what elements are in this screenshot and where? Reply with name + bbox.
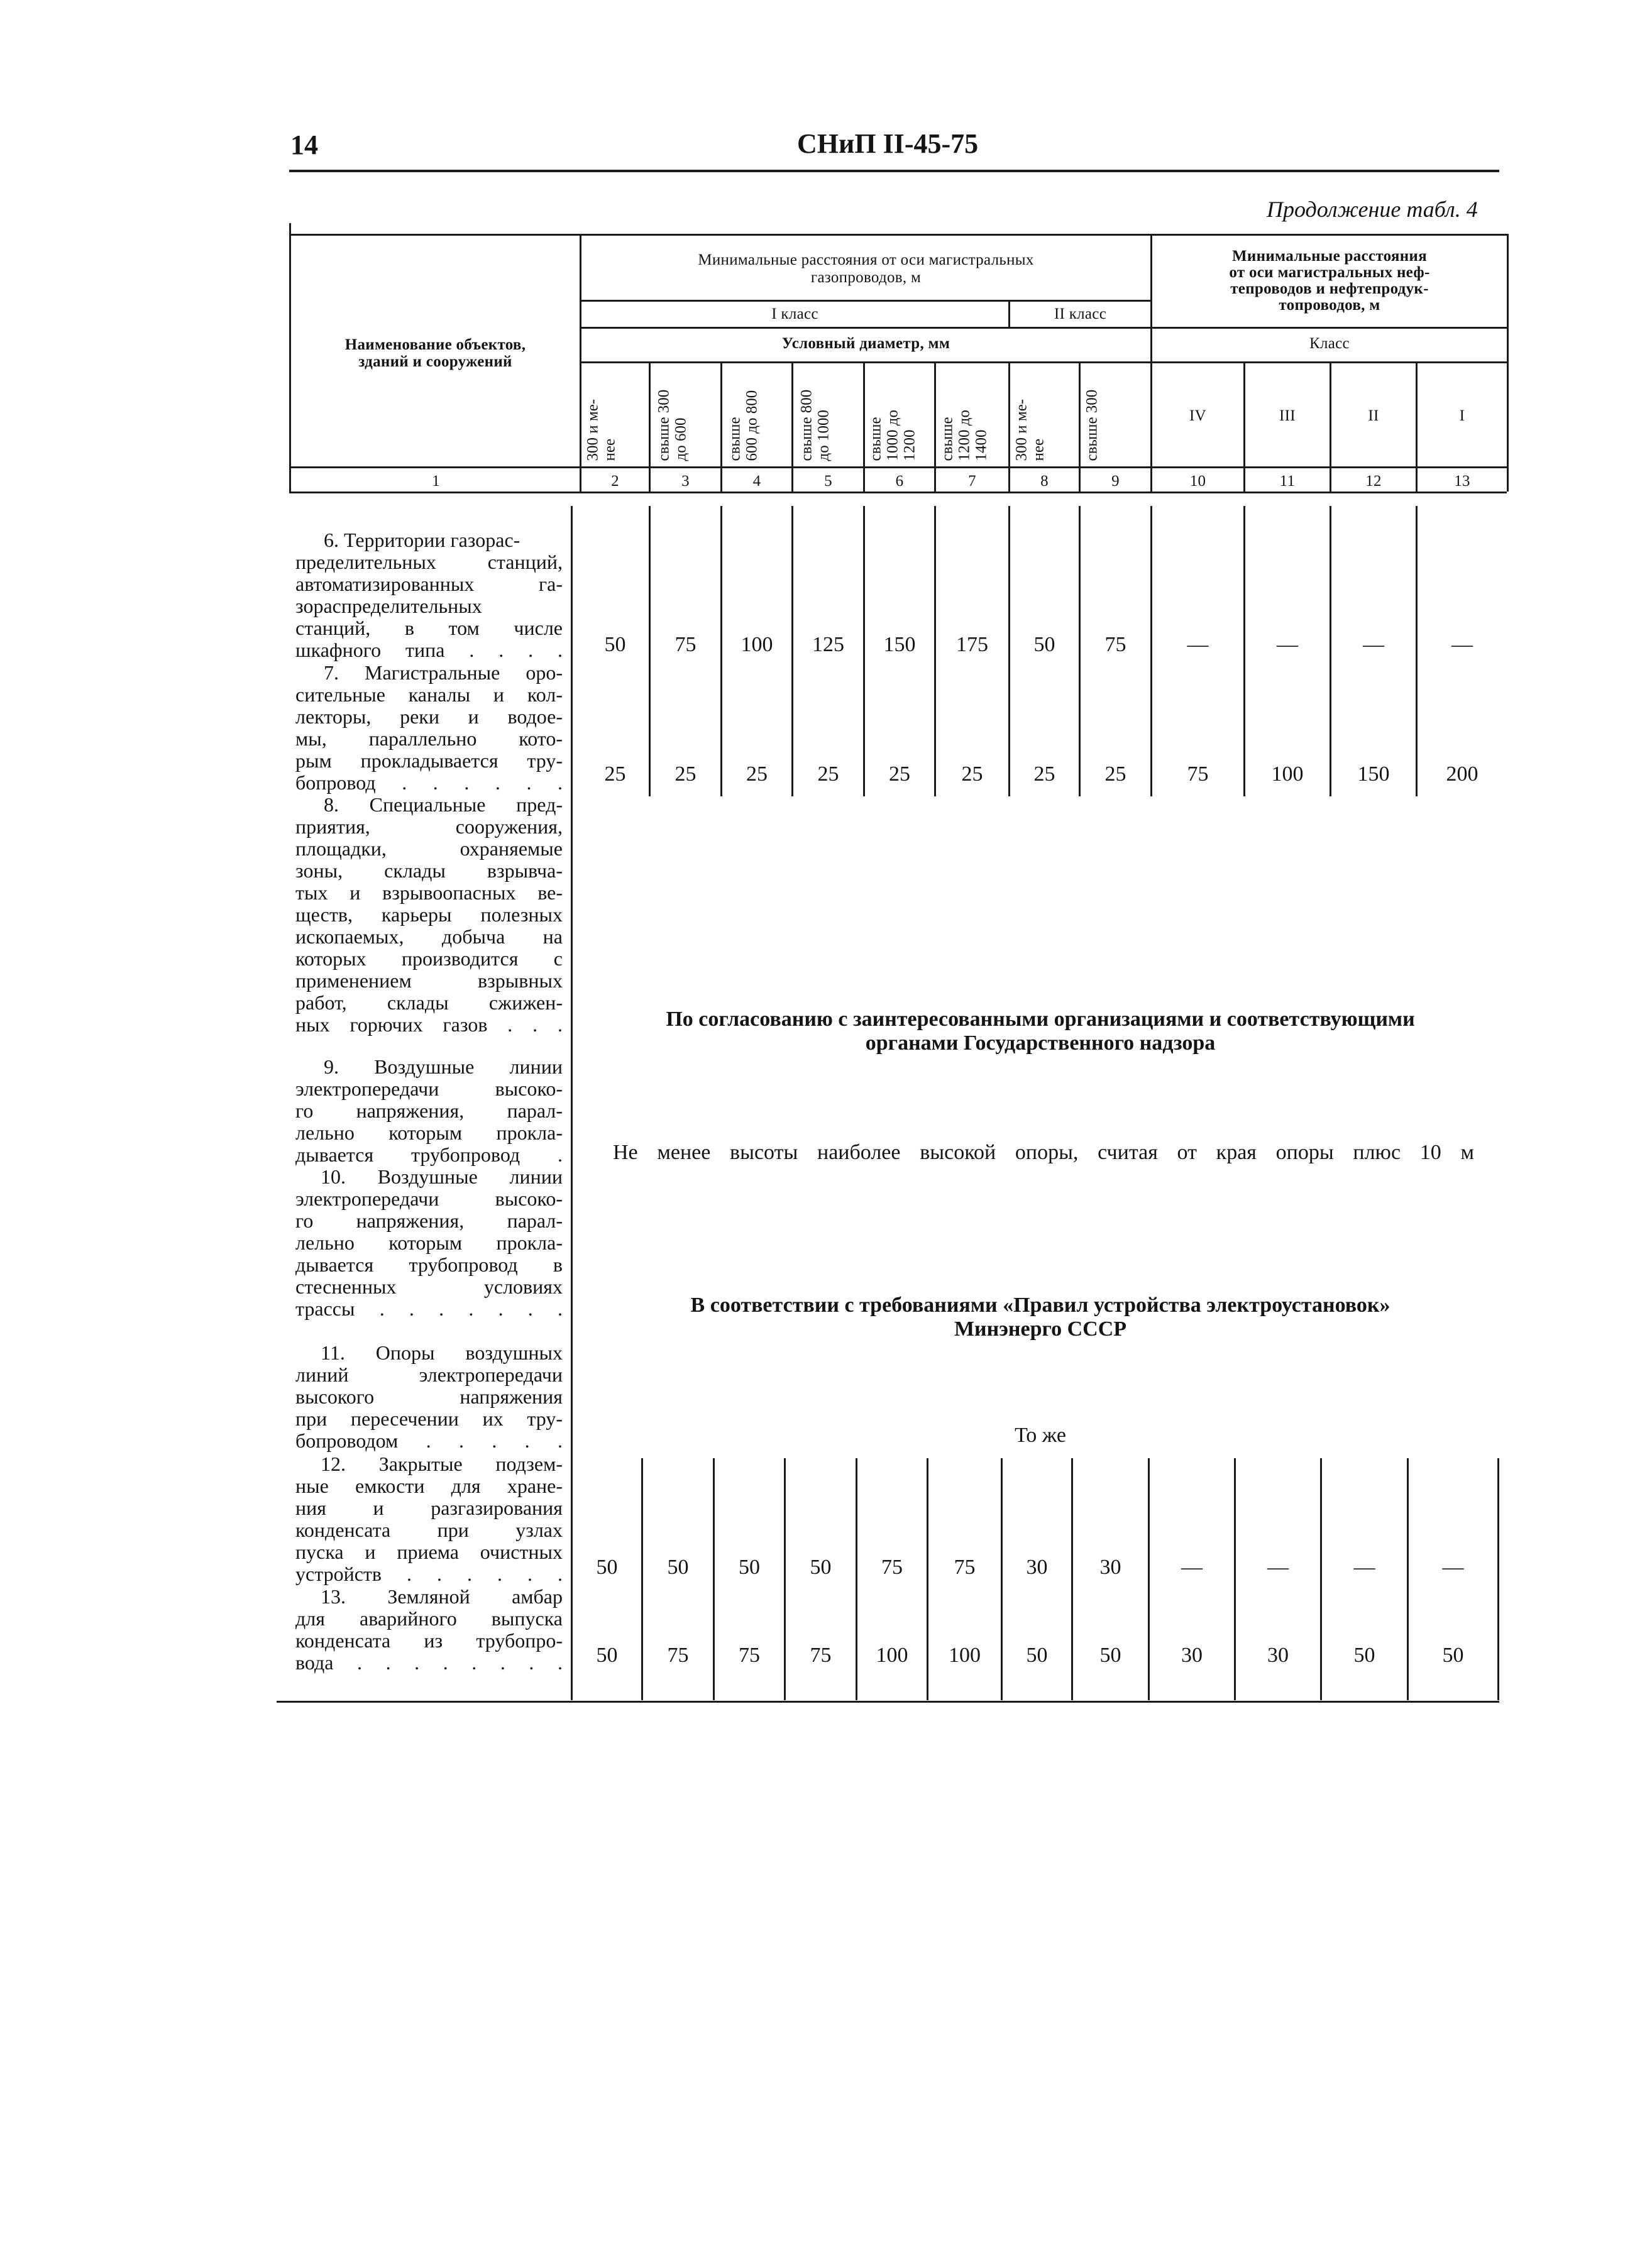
cell: 75 [1187, 762, 1209, 786]
cell: 25 [817, 762, 839, 786]
table-left-edge [289, 223, 291, 493]
row-13-name: 13. Земляной амбар для аварийного выпуска конденсата из трубопро- вода . . . . . . . . [295, 1585, 563, 1674]
cell: 25 [746, 762, 768, 786]
row-9-note: Не менее высоты наиболее высокой опоры, считая от края опоры плюс 10 м [613, 1141, 1474, 1164]
oil-class-iv: IV [1189, 407, 1206, 424]
diam-col-2: 300 и ме- нее [584, 398, 619, 461]
cell: 50 [739, 1556, 760, 1579]
continuation-label: Продолжение табл. 4 [1267, 197, 1478, 222]
cell: 75 [810, 1644, 832, 1667]
cell: 50 [1033, 633, 1055, 656]
cell: 25 [1033, 762, 1055, 786]
hdr-line-4 [290, 466, 1507, 468]
row-7-name: 7. Магистральные оро- сительные каналы и кол- лекторы, реки и водое- мы, параллельно кото- рым прокладывается тру- бопровод . . . . . . [295, 661, 563, 794]
cell: — [1451, 633, 1473, 656]
col-num: 2 [611, 473, 619, 490]
cell: — [1181, 1556, 1203, 1579]
cell: 175 [956, 633, 988, 656]
cell: 25 [604, 762, 626, 786]
col1-header: Наименование объектов, зданий и сооружений [344, 336, 526, 370]
col-num: 12 [1365, 473, 1382, 490]
cell: 75 [881, 1556, 903, 1579]
cell: 75 [739, 1644, 760, 1667]
cell: 200 [1446, 762, 1479, 786]
cell: 50 [667, 1556, 689, 1579]
body-col1-border [571, 506, 573, 1700]
cell: 75 [954, 1556, 976, 1579]
cell: — [1187, 633, 1209, 656]
col-num: 13 [1454, 473, 1470, 490]
diam-col-3: свыше 300 до 600 [655, 389, 690, 461]
row-12-name: 12. Закрытые подзем- ные емкости для хране- ния и разгазирования конденсата при узлах пуска и приема очистных устройств . . . . . . [295, 1453, 563, 1585]
oil-header: Минимальные расстояния от оси магистральных неф- тепроводов и нефтепродук- топроводов, м [1229, 248, 1430, 314]
table-bottom-border [277, 1701, 1499, 1703]
col-num: 5 [824, 473, 832, 490]
diameter-header: Условный диаметр, мм [781, 335, 950, 352]
col-num: 7 [968, 473, 976, 490]
diam-col-8: 300 и ме- нее [1013, 398, 1047, 461]
hdr-line-1 [581, 300, 1150, 302]
row-8-name: 8. Специальные пред- приятия, сооружения, площадки, охраняемые зоны, склады взрывча- тых и взрывоопасных ве- ществ, карьеры полезных ископаемых, добыча на которых производится с применением взрывных работ, склады сжижен- ных горючих газов . . . [295, 793, 563, 1036]
cell: — [1277, 633, 1298, 656]
cell: 25 [889, 762, 910, 786]
col-num: 1 [432, 473, 440, 490]
col-num: 6 [895, 473, 904, 490]
body-sep [1497, 1458, 1499, 1700]
diam-col-6: свыше 1000 до 1200 [867, 410, 918, 461]
cell: 30 [1026, 1556, 1048, 1579]
cell: 100 [741, 633, 773, 656]
class-header: Класс [1309, 335, 1350, 352]
cell: — [1363, 633, 1384, 656]
table-right-edge [1507, 234, 1509, 492]
row-9-name: 9. Воздушные линии электропередачи высоко- го напряжения, парал- лельно которым прокла- дывается трубопровод . [295, 1055, 563, 1166]
cell: — [1353, 1556, 1375, 1579]
row-10-name: 10. Воздушные линии электропередачи высоко- го напряжения, парал- лельно которым прокла- дывается трубопровод в стесненных условиях трассы . . . . . . . [295, 1165, 563, 1320]
header-rule [289, 170, 1499, 172]
class-2-label: II класс [1054, 305, 1107, 322]
row-11-name: 11. Опоры воздушных линий электропередачи высокого напряжения при пересечении их тру- бопроводом . . . . . [295, 1341, 563, 1452]
diam-col-4: свыше 600 до 800 [726, 390, 761, 461]
hdr-oil-line [1152, 327, 1507, 329]
cell: 25 [675, 762, 697, 786]
cell: 30 [1267, 1644, 1289, 1667]
page-number: 14 [290, 129, 318, 160]
cell: 50 [810, 1556, 832, 1579]
row-11-note: То же [1015, 1424, 1066, 1447]
cell: — [1442, 1556, 1464, 1579]
row-6-name: 6. Территории газорас- пределительных станций, автоматизированных га- зораспределительных станций, в том числе шкафного типа . . . . [295, 529, 563, 661]
cell: 75 [675, 633, 697, 656]
cell: 100 [876, 1644, 908, 1667]
oil-class-ii: II [1368, 407, 1379, 424]
hdr-line-5 [290, 492, 1507, 493]
cell: 100 [949, 1644, 981, 1667]
cell: 25 [1104, 762, 1126, 786]
diam-col-5: свыше 800 до 1000 [798, 389, 832, 461]
cell: 50 [596, 1556, 618, 1579]
cell: 25 [961, 762, 983, 786]
row-8-note: По согласованию с заинтересованными организациями и соответствующими органами Государственного надзора [666, 1008, 1415, 1055]
cell: 50 [1099, 1644, 1121, 1667]
cell: 100 [1271, 762, 1304, 786]
document-code: СНиП II-45-75 [797, 128, 979, 159]
cell: 50 [1442, 1644, 1464, 1667]
cell: 150 [1357, 762, 1390, 786]
oil-class-iii: III [1279, 407, 1296, 424]
cell: 50 [596, 1644, 618, 1667]
col-num: 4 [752, 473, 761, 490]
cell: 50 [1026, 1644, 1048, 1667]
cell: — [1267, 1556, 1289, 1579]
row-10-note: В соответствии с требованиями «Правил устройства электроустановок» Минэнерго СССР [690, 1294, 1390, 1341]
table-top-border [290, 234, 1507, 236]
col-num: 3 [681, 473, 690, 490]
col-num: 9 [1111, 473, 1120, 490]
cell: 50 [1353, 1644, 1375, 1667]
cell: 30 [1181, 1644, 1203, 1667]
cell: 150 [883, 633, 916, 656]
cell: 125 [812, 633, 844, 656]
col-num: 10 [1189, 473, 1206, 490]
cell: 50 [604, 633, 626, 656]
cell: 75 [1104, 633, 1126, 656]
gas-header: Минимальные расстояния от оси магистральных газопроводов, м [698, 251, 1034, 286]
col-num: 8 [1040, 473, 1049, 490]
col-num: 11 [1279, 473, 1296, 490]
cell: 75 [667, 1644, 689, 1667]
diam-col-9: свыше 300 [1083, 389, 1101, 461]
oil-class-i: I [1459, 407, 1465, 424]
diam-col-7: свыше 1200 до 1400 [939, 410, 990, 461]
class-1-label: I класс [771, 305, 818, 322]
cell: 30 [1099, 1556, 1121, 1579]
